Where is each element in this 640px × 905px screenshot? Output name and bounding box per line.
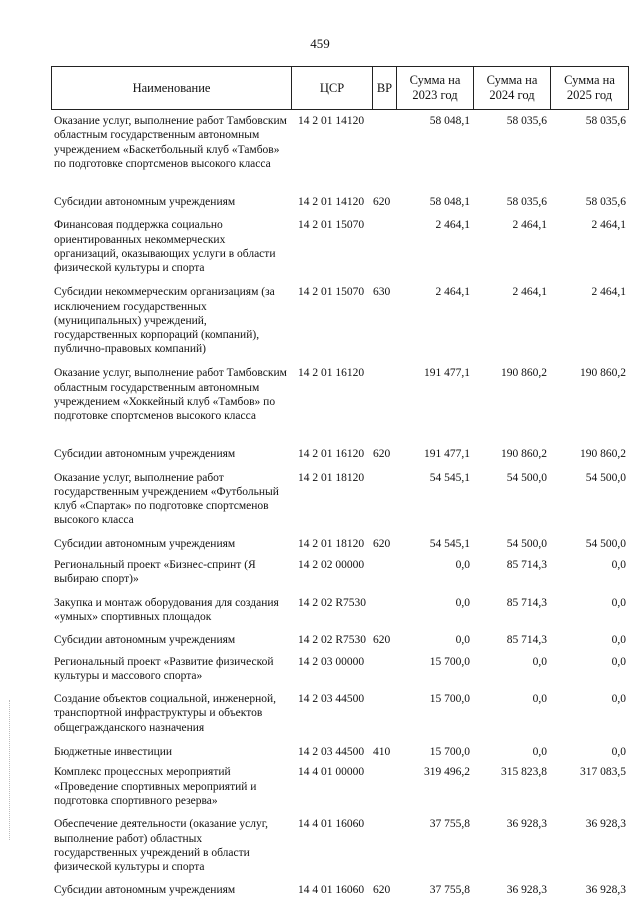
table-row — [51, 596, 629, 626]
row-sum-2023: 58 048,1 — [429, 196, 470, 208]
row-sum-2024: 190 860,2 — [501, 448, 547, 461]
row-csr: 14 2 02 R7530 — [298, 596, 367, 609]
row-sum-2025: 0,0 — [611, 693, 626, 706]
row-csr: 14 2 01 14120 — [298, 115, 365, 127]
row-sum-2024: 315 823,8 — [501, 766, 547, 779]
row-sum-2025: 58 035,6 — [585, 115, 626, 127]
row-sum-2025: 36 928,3 — [585, 884, 626, 897]
header-2024: Сумма на 2024 год — [473, 67, 550, 109]
row-vr: 620 — [373, 633, 391, 646]
row-sum-2023: 2 464,1 — [435, 286, 470, 299]
row-sum-2023: 37 755,8 — [429, 884, 470, 897]
table-row — [51, 114, 629, 186]
row-sum-2025: 190 860,2 — [580, 367, 626, 380]
row-csr: 14 4 01 00000 — [298, 766, 365, 779]
row-sum-2024: 54 500,0 — [506, 471, 547, 484]
table-row — [51, 537, 629, 551]
table-body — [51, 114, 629, 898]
row-sum-2024: 85 714,3 — [506, 596, 547, 609]
row-csr: 14 2 01 18120 — [298, 537, 365, 550]
row-csr: 14 2 01 16120 — [298, 367, 365, 380]
row-sum-2023: 54 545,1 — [429, 537, 470, 550]
row-sum-2023: 0,0 — [455, 633, 470, 646]
row-vr: 630 — [373, 286, 391, 299]
table-row — [51, 883, 629, 897]
row-vr — [372, 114, 396, 186]
row-csr: 14 2 01 18120 — [298, 471, 365, 484]
row-sum-2023: 37 755,8 — [429, 818, 470, 831]
row-sum-2023: 319 496,2 — [424, 766, 470, 779]
header-vr: ВР — [372, 67, 396, 109]
row-sum-2025: 0,0 — [611, 633, 626, 646]
scan-edge-marks — [9, 700, 12, 840]
row-sum-2025: 0,0 — [611, 596, 626, 609]
row-sum-2024: 0,0 — [532, 693, 547, 706]
row-name: Субсидии автономным учреждениям — [54, 633, 236, 646]
row-name: Субсидии автономным учреждениям — [54, 537, 236, 550]
row-sum-2024: 36 928,3 — [506, 884, 547, 897]
header-2025: Сумма на 2025 год — [550, 67, 629, 109]
row-vr — [372, 471, 396, 529]
row-vr: 620 — [373, 448, 391, 461]
row-sum-2024: 58 035,6 — [506, 115, 547, 127]
row-sum-2025: 2 464,1 — [591, 219, 626, 232]
row-sum-2024: 85 714,3 — [506, 558, 547, 571]
budget-table — [51, 66, 629, 898]
table-row — [51, 285, 629, 357]
row-sum-2023: 191 477,1 — [424, 448, 470, 461]
row-vr: 410 — [373, 746, 391, 759]
row-name: Субсидии автономным учреждениям — [54, 196, 236, 208]
row-sum-2023: 191 477,1 — [424, 367, 470, 380]
row-sum-2025: 317 083,5 — [580, 766, 626, 779]
table-row — [51, 655, 629, 685]
row-sum-2024: 58 035,6 — [506, 196, 547, 208]
row-sum-2024: 36 928,3 — [506, 818, 547, 831]
row-sum-2023: 54 545,1 — [429, 471, 470, 484]
header-name: Наименование — [51, 67, 291, 109]
row-csr: 14 2 01 16120 — [298, 448, 365, 461]
row-vr: 620 — [373, 884, 391, 897]
row-sum-2023: 58 048,1 — [429, 115, 470, 127]
row-sum-2025: 36 928,3 — [585, 818, 626, 831]
row-csr: 14 2 03 44500 — [298, 746, 365, 759]
row-sum-2025: 0,0 — [611, 558, 626, 571]
row-name: Комплекс процессных мероприятий «Проведение спортивных мероприятий и подготовка спортивного резерва» — [54, 766, 257, 808]
row-sum-2023: 2 464,1 — [435, 219, 470, 232]
row-sum-2025: 54 500,0 — [585, 537, 626, 550]
row-sum-2025: 2 464,1 — [591, 286, 626, 299]
row-sum-2024: 54 500,0 — [506, 537, 547, 550]
table-row — [51, 745, 629, 759]
row-vr — [372, 692, 396, 736]
table-row — [51, 471, 629, 529]
row-sum-2025: 54 500,0 — [585, 471, 626, 484]
header-2023: Сумма на 2023 год — [396, 67, 473, 109]
table-row — [51, 218, 629, 276]
row-sum-2024: 190 860,2 — [501, 367, 547, 380]
row-sum-2023: 15 700,0 — [429, 746, 470, 759]
row-sum-2023: 0,0 — [455, 596, 470, 609]
table-row — [51, 366, 629, 438]
row-name: Бюджетные инвестиции — [54, 746, 173, 759]
row-csr: 14 2 03 44500 — [298, 693, 365, 706]
row-sum-2024: 85 714,3 — [506, 633, 547, 646]
row-csr: 14 4 01 16060 — [298, 884, 365, 897]
page-number: 459 — [310, 36, 330, 51]
row-csr: 14 2 01 15070 — [298, 219, 365, 232]
row-vr — [372, 558, 396, 588]
table-row — [51, 195, 629, 209]
row-sum-2025: 58 035,6 — [585, 196, 626, 208]
row-csr: 14 2 01 15070 — [298, 286, 365, 299]
row-vr — [372, 596, 396, 626]
table-row — [51, 692, 629, 736]
row-sum-2025: 0,0 — [611, 656, 626, 669]
row-sum-2024: 0,0 — [532, 656, 547, 669]
row-sum-2024: 2 464,1 — [512, 286, 547, 299]
row-sum-2023: 0,0 — [455, 558, 470, 571]
row-vr — [372, 366, 396, 438]
row-sum-2025: 0,0 — [611, 746, 626, 759]
row-name: Субсидии некоммерческим организациям (за исключением государственных (муниципальных) учреждений, государственных корпораций (компаний), публично-правовых компаний) — [54, 286, 275, 356]
table-row — [51, 558, 629, 588]
row-vr — [372, 218, 396, 276]
row-name: Обеспечение деятельности (оказание услуг, выполнение работ) областных государственных учреждений в области физической культуры и спорта — [54, 818, 269, 874]
table-row — [51, 633, 629, 647]
row-vr: 620 — [373, 537, 391, 550]
row-sum-2023: 15 700,0 — [429, 656, 470, 669]
table-row — [51, 817, 629, 875]
table-header — [51, 66, 629, 110]
row-csr: 14 2 01 14120 — [298, 196, 365, 208]
row-sum-2024: 2 464,1 — [512, 219, 547, 232]
row-vr — [372, 765, 396, 809]
row-name: Оказание услуг, выполнение работ Тамбовским областным государственным автономным учреждением «Хоккейный клуб «Тамбов» по подготовке спортсменов высокого класса — [54, 367, 287, 423]
row-vr — [372, 817, 396, 875]
row-name: Региональный проект «Бизнес-спринт (Я выбираю спорт)» — [54, 558, 256, 586]
row-name: Финансовая поддержка социально ориентированных некоммерческих организаций, оказывающих услуги в области физической культуры и спорта — [54, 219, 276, 275]
row-csr: 14 2 02 00000 — [298, 558, 365, 571]
row-sum-2024: 0,0 — [532, 746, 547, 759]
row-name: Создание объектов социальной, инженерной, транспортной инфраструктуры и объектов общегражданского назначения — [54, 693, 277, 734]
row-csr: 14 4 01 16060 — [298, 818, 365, 831]
row-name: Субсидии автономным учреждениям — [54, 448, 236, 461]
row-name: Закупка и монтаж оборудования для создания «умных» спортивных площадок — [54, 596, 279, 624]
row-vr: 620 — [373, 196, 391, 208]
row-name: Оказание услуг, выполнение работ Тамбовским областным государственным автономным учреждением «Баскетбольный клуб «Тамбов» по подготовке спортсменов высокого класса — [54, 115, 287, 170]
row-sum-2023: 15 700,0 — [429, 693, 470, 706]
row-name: Региональный проект «Развитие физической культуры и массового спорта» — [54, 656, 274, 683]
header-csr: ЦСР — [291, 67, 372, 109]
row-csr: 14 2 03 00000 — [298, 656, 365, 669]
table-row — [51, 447, 629, 461]
row-name: Субсидии автономным учреждениям — [54, 884, 236, 897]
table-row — [51, 765, 629, 809]
row-csr: 14 2 02 R7530 — [298, 633, 367, 646]
row-vr — [372, 655, 396, 685]
row-name: Оказание услуг, выполнение работ государственным учреждением «Футбольный клуб «Спартак» по подготовке спортсменов высокого класса — [54, 471, 279, 527]
row-sum-2025: 190 860,2 — [580, 448, 626, 461]
